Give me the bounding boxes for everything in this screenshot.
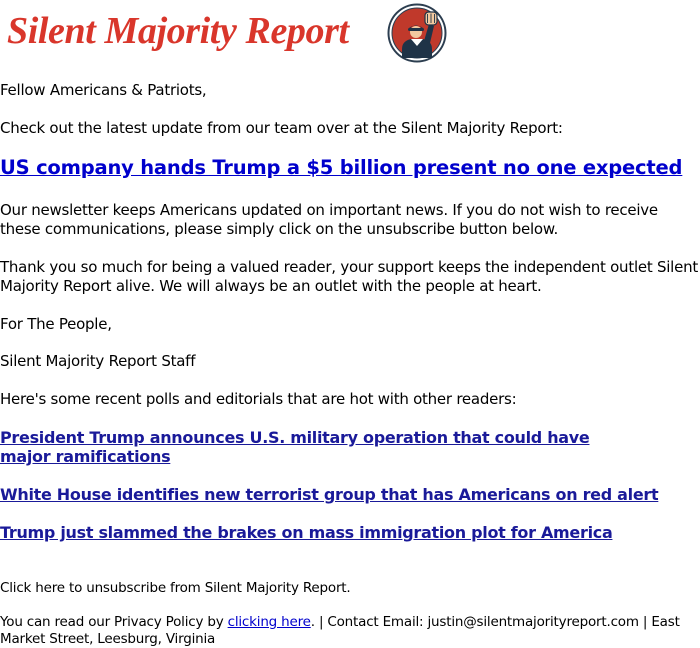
unsubscribe-text[interactable]: Click here to unsubscribe from Silent Majority Report. — [0, 580, 351, 596]
headline-article-link[interactable]: US company hands Trump a $5 billion present no one expected — [0, 156, 683, 179]
recent-article-link[interactable]: White House identifies new terrorist group that has Americans on red alert — [0, 485, 659, 504]
signature-text: Silent Majority Report Staff — [0, 352, 196, 370]
brand-logo-text: Silent Majority Report — [7, 10, 349, 52]
greeting-text: Fellow Americans & Patriots, — [0, 81, 207, 99]
unsubscribe-link[interactable] — [0, 580, 700, 597]
recent-article-link[interactable]: President Trump announces U.S. military operation that could have major ramifications — [0, 428, 590, 466]
intro-text: Check out the latest update from our team over at the Silent Majority Report: — [0, 119, 563, 137]
sign-off-text: For The People, — [0, 315, 112, 333]
recent-intro-text: Here's some recent polls and editorials that are hot with other readers: — [0, 390, 517, 408]
patriot-fist-emblem-icon — [386, 2, 448, 64]
thanks-text: Thank you so much for being a valued reader, your support keeps the independent outlet Silent Majority Report alive. We will always be an outlet with the people at heart. — [0, 258, 698, 295]
newsletter-note-text: Our newsletter keeps Americans updated on important news. If you do not wish to receive these communications, please simply click on the unsubscribe button below. — [0, 201, 658, 238]
privacy-prefix-text: You can read our Privacy Policy by — [0, 614, 228, 630]
footer-legal-text — [0, 614, 700, 648]
contact-info-text: . | Contact Email: justin@silentmajorityreport.com | East Market Street, Leesburg, Virginia — [0, 614, 680, 647]
privacy-policy-link[interactable]: clicking here — [227, 614, 311, 630]
email-header — [0, 0, 700, 70]
recent-article-link[interactable]: Trump just slammed the brakes on mass immigration plot for America — [0, 523, 613, 542]
